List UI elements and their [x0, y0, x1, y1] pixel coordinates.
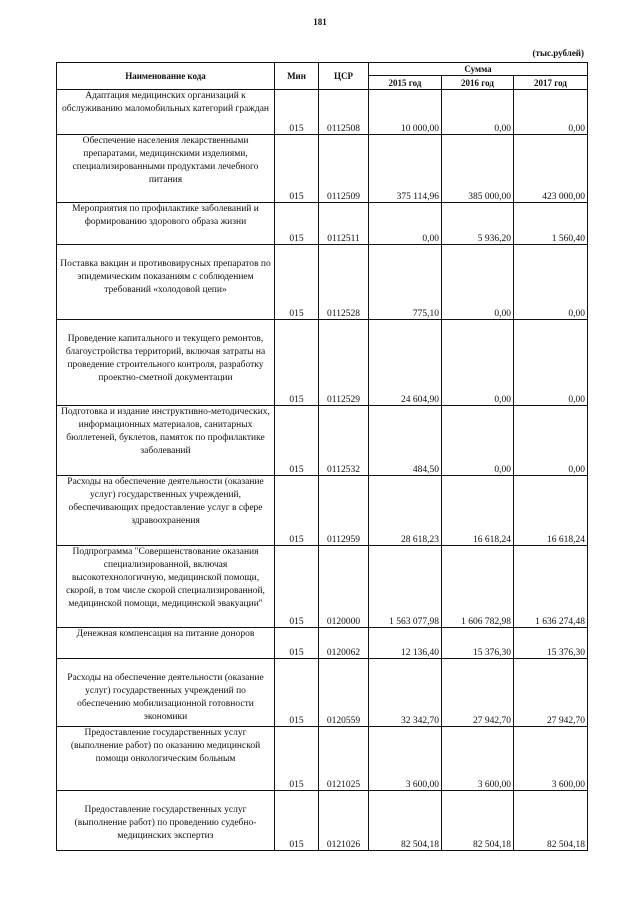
row-2015: 24 604,90 [369, 320, 442, 406]
table-row [57, 245, 588, 320]
row-2017: 1 560,40 [514, 203, 588, 245]
row-2016: 27 942,70 [442, 659, 514, 727]
table-row [57, 546, 588, 628]
row-name: Подготовка и издание инструктивно-методических, информационных материалов, санитарных бюллетеней, буклетов, памяток по профилактике заболеваний [57, 406, 275, 476]
row-csr: 0112959 [319, 476, 369, 546]
row-csr: 0121025 [319, 727, 369, 791]
row-2017: 15 376,30 [514, 628, 588, 659]
table-row [57, 90, 588, 135]
row-name: Предоставление государственных услуг (выполнение работ) по оказанию медицинской помощи онкологическим больным [57, 727, 275, 791]
row-2015: 484,50 [369, 406, 442, 476]
row-2017: 27 942,70 [514, 659, 588, 727]
header-name: Наименование кода [57, 63, 275, 90]
row-csr: 0112511 [319, 203, 369, 245]
row-csr: 0120559 [319, 659, 369, 727]
table-row [57, 628, 588, 659]
row-2016: 0,00 [442, 406, 514, 476]
header-year-2017: 2017 год [514, 76, 588, 90]
row-2015: 775,10 [369, 245, 442, 320]
row-2015: 3 600,00 [369, 727, 442, 791]
row-2015: 10 000,00 [369, 90, 442, 135]
row-2016: 16 618,24 [442, 476, 514, 546]
row-2015: 0,00 [369, 203, 442, 245]
row-csr: 0112529 [319, 320, 369, 406]
row-min: 015 [275, 406, 319, 476]
row-min: 015 [275, 791, 319, 851]
row-2016: 3 600,00 [442, 727, 514, 791]
row-2016: 5 936,20 [442, 203, 514, 245]
header-csr: ЦСР [319, 63, 369, 90]
row-name: Подпрограмма "Совершенствование оказания специализированной, включая высокотехнологичную, медицинской помощи, скорой, в том числе скорой специализированной, медицинской помощи, медицинской эвакуации" [57, 546, 275, 628]
row-csr: 0112528 [319, 245, 369, 320]
row-2017: 0,00 [514, 90, 588, 135]
row-2015: 12 136,40 [369, 628, 442, 659]
header-year-2015: 2015 год [369, 76, 442, 90]
row-min: 015 [275, 320, 319, 406]
row-2016: 0,00 [442, 320, 514, 406]
row-min: 015 [275, 203, 319, 245]
row-2017: 3 600,00 [514, 727, 588, 791]
row-csr: 0120000 [319, 546, 369, 628]
row-min: 015 [275, 727, 319, 791]
row-2015: 32 342,70 [369, 659, 442, 727]
row-2017: 0,00 [514, 320, 588, 406]
row-csr: 0120062 [319, 628, 369, 659]
header-sum: Сумма [369, 63, 588, 76]
table-row [57, 203, 588, 245]
table-row [57, 135, 588, 203]
row-2016: 0,00 [442, 245, 514, 320]
row-2016: 385 000,00 [442, 135, 514, 203]
row-name: Предоставление государственных услуг (выполнение работ) по проведению судебно-медицинских экспертиз [57, 791, 275, 851]
row-min: 015 [275, 245, 319, 320]
row-name: Расходы на обеспечение деятельности (оказание услуг) государственных учреждений, обеспечивающих предоставление услуг в сфере здравоохранения [57, 476, 275, 546]
row-csr: 0112532 [319, 406, 369, 476]
row-min: 015 [275, 90, 319, 135]
row-2017: 82 504,18 [514, 791, 588, 851]
row-name: Денежная компенсация на питание доноров [57, 628, 275, 659]
row-name: Поставка вакцин и противовирусных препаратов по эпидемическим показаниям с соблюдением требований «холодовой цепи» [57, 245, 275, 320]
row-name: Обеспечение населения лекарственными препаратами, медицинскими изделиями, специализированными продуктами лечебного питания [57, 135, 275, 203]
row-csr: 0112509 [319, 135, 369, 203]
row-2016: 1 606 782,98 [442, 546, 514, 628]
row-name: Мероприятия по профилактике заболеваний и формированию здорового образа жизни [57, 203, 275, 245]
row-2017: 1 636 274,48 [514, 546, 588, 628]
row-min: 015 [275, 546, 319, 628]
table-row [57, 659, 588, 727]
row-name: Адаптация медицинских организаций к обслуживанию маломобильных категорий граждан [57, 90, 275, 135]
table-row [57, 476, 588, 546]
page-number: 181 [313, 17, 327, 27]
row-csr: 0121026 [319, 791, 369, 851]
row-min: 015 [275, 135, 319, 203]
header-min: Мин [275, 63, 319, 90]
row-2017: 423 000,00 [514, 135, 588, 203]
row-2015: 375 114,96 [369, 135, 442, 203]
units-label: (тыс.рублей) [532, 48, 584, 58]
row-2015: 1 563 077,98 [369, 546, 442, 628]
row-2015: 82 504,18 [369, 791, 442, 851]
row-2017: 16 618,24 [514, 476, 588, 546]
row-min: 015 [275, 659, 319, 727]
row-min: 015 [275, 476, 319, 546]
row-2016: 0,00 [442, 90, 514, 135]
row-name: Расходы на обеспечение деятельности (оказание услуг) государственных учреждений по обеспечению мобилизационной готовности экономики [57, 659, 275, 727]
table-row [57, 727, 588, 791]
row-csr: 0112508 [319, 90, 369, 135]
budget-table [56, 62, 588, 851]
row-min: 015 [275, 628, 319, 659]
table-row [57, 791, 588, 851]
row-2017: 0,00 [514, 245, 588, 320]
table-row [57, 320, 588, 406]
row-2015: 28 618,23 [369, 476, 442, 546]
header-year-2016: 2016 год [442, 76, 514, 90]
row-2017: 0,00 [514, 406, 588, 476]
row-2016: 15 376,30 [442, 628, 514, 659]
table-row [57, 406, 588, 476]
row-2016: 82 504,18 [442, 791, 514, 851]
row-name: Проведение капитального и текущего ремонтов, благоустройства территорий, включая затраты на проведение строительного контроля, разработку проектно-сметной документации [57, 320, 275, 406]
